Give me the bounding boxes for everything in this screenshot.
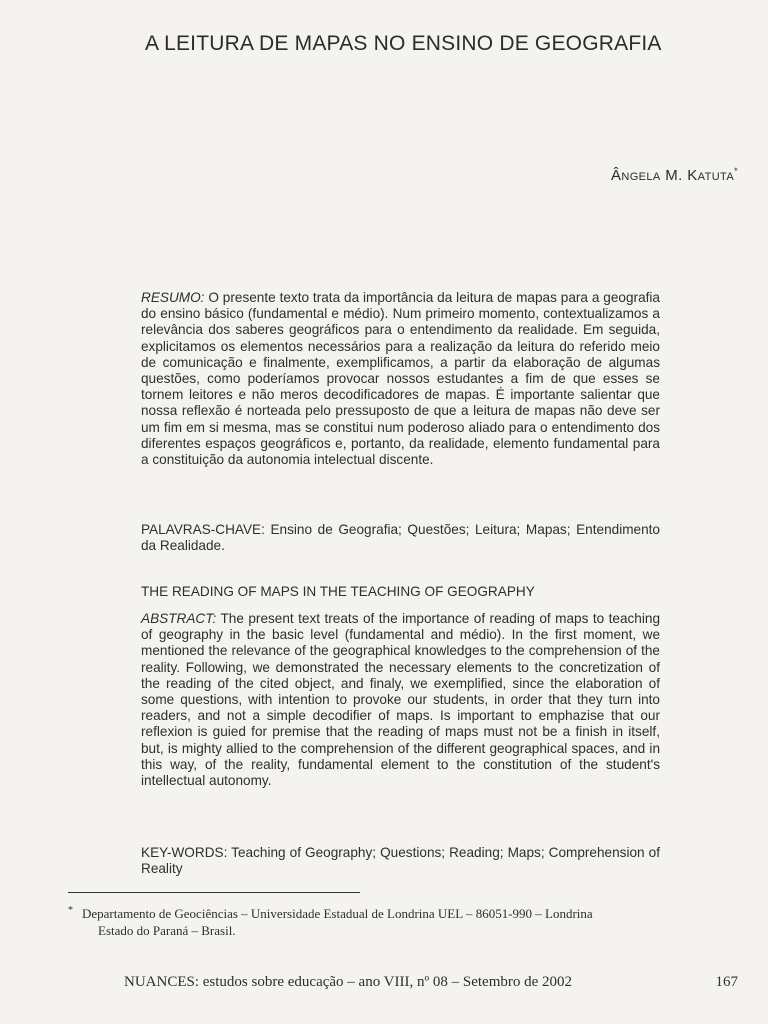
resumo-paragraph bbox=[141, 290, 660, 468]
page-number: 167 bbox=[715, 974, 738, 990]
resumo-text: O presente texto trata da importância da leitura de mapas para a geografia do ensino básico (fundamental e médio). Num primeiro momento, contextualizamos a relevância dos saberes geográficos para o entendimento da realidade. Em seguida, explicitamos os elementos necessários para a realização da leitura do referido meio de comunicação e finalmente, exemplificamos, a partir da elaboração de algumas questões, como poderíamos provocar nossos estudantes a fim de que esses se tornem leitores e não meros decodificadores de mapas. É importante salientar que nossa reflexão é norteada pelo pressuposto de que a leitura de mapas não deve ser um fim em si mesma, mas se constitui num poderoso aliado para o entendimento dos diferentes espaços geográficos e, portanto, da realidade, elemento fundamental para a constituição da autonomia intelectual discente. bbox=[141, 290, 660, 468]
palavras-chave-paragraph bbox=[141, 522, 660, 554]
resumo-label: RESUMO: bbox=[141, 290, 205, 305]
key-words-paragraph bbox=[141, 845, 660, 877]
abstract-paragraph bbox=[141, 611, 660, 789]
key-words-label: KEY-WORDS: bbox=[141, 845, 228, 860]
footnote bbox=[68, 905, 748, 939]
key-words-text: Teaching of Geography; Questions; Reading; Maps; Comprehension of Reality bbox=[141, 845, 660, 877]
author-name: Ângela M. Katuta bbox=[610, 167, 735, 184]
palavras-chave-text: Ensino de Geografia; Questões; Leitura; Mapas; Entendimento da Realidade. bbox=[141, 522, 660, 554]
author-footnote-mark: * bbox=[734, 166, 738, 176]
footnote-mark: * bbox=[68, 905, 73, 916]
author-byline bbox=[611, 166, 738, 184]
footnote-divider bbox=[68, 892, 360, 893]
journal-footer: NUANCES: estudos sobre educação – ano VIII, nº 08 – Setembro de 2002 bbox=[124, 974, 573, 990]
abstract-label: ABSTRACT: bbox=[141, 611, 217, 626]
footnote-line-1: Departamento de Geociências – Universidade Estadual de Londrina UEL – 86051-990 – Londrina bbox=[82, 906, 593, 921]
palavras-chave-label: PALAVRAS-CHAVE: bbox=[141, 522, 265, 537]
article-title: A LEITURA DE MAPAS NO ENSINO DE GEOGRAFIA bbox=[145, 32, 662, 55]
footnote-line-2: Estado do Paraná – Brasil. bbox=[98, 923, 236, 938]
abstract-text: The present text treats of the importance of reading of maps to teaching of geography in the basic level (fundamental and médio). In the first moment, we mentioned the relevance of the geographical knowledges to the comprehension of the reality. Following, we demonstrated the necessary elements to the concretization of the reading of the cited object, and finaly, we exemplified, since the elaboration of some questions, with intention to provoke our students, in order that they turn into readers, and not a simple decodifier of maps. Is important to emphazise that our reflexion is guied for premise that the reading of maps must not be a finish in itself, but, is mighty allied to the comprehension of the different geographical spaces, and in this way, of the reality, fundamental element to the constitution of the student's intellectual autonomy. bbox=[141, 611, 660, 789]
english-title: THE READING OF MAPS IN THE TEACHING OF GEOGRAPHY bbox=[141, 584, 535, 599]
